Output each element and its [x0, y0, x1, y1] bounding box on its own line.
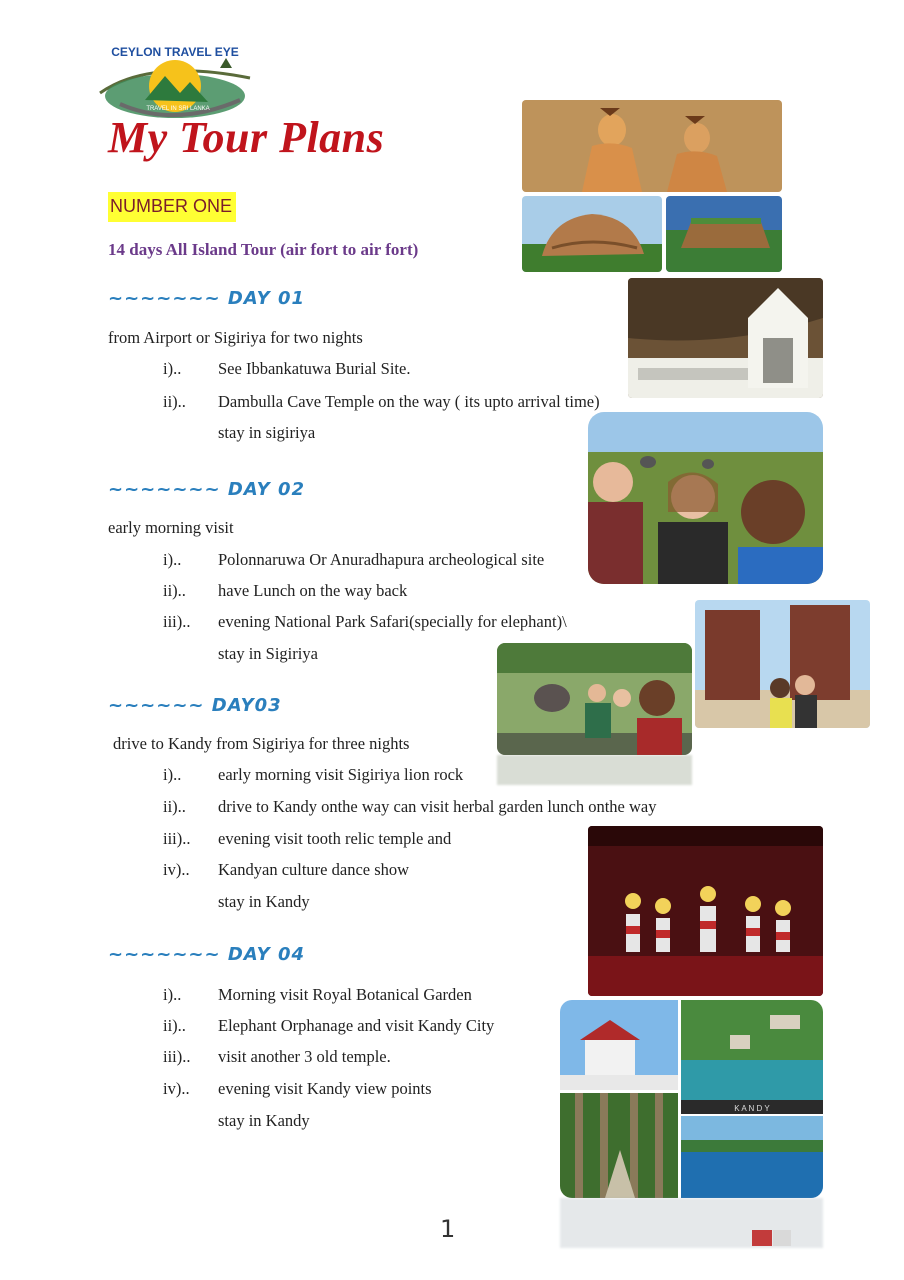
item-number: iii).. [163, 612, 191, 631]
footer-mark-red [752, 1230, 772, 1246]
day-heading-1: ~~~~~~~ DAY 01 [108, 288, 305, 309]
day-stay-4: stay in Kandy [218, 1111, 310, 1130]
item-text: Elephant Orphanage and visit Kandy City [218, 1016, 495, 1035]
day-intro-3: drive to Kandy from Sigiriya for three nights [113, 734, 410, 753]
kandy-collage-photo [560, 1000, 823, 1198]
item-number: iii).. [163, 1047, 191, 1066]
day-heading-3: ~~~~~~ DAY03 [108, 695, 282, 716]
plan-label: NUMBER ONE [108, 192, 236, 222]
item-number: iii).. [163, 829, 191, 848]
item-number: ii).. [163, 581, 186, 600]
kandy-caption: K A N D Y [734, 1104, 770, 1113]
page-number: 1 [440, 1215, 456, 1243]
sigiriya-rock-photo [522, 196, 662, 272]
item-number: i).. [163, 359, 182, 378]
logo-text: CEYLON TRAVEL EYE [111, 45, 239, 59]
item-text: evening visit Kandy view points [218, 1079, 432, 1098]
item-number: i).. [163, 765, 182, 784]
day-stay-2: stay in Sigiriya [218, 644, 318, 663]
kandyan-dance-photo [588, 826, 823, 996]
dambulla-temple-photo [628, 278, 823, 398]
item-number: ii).. [163, 392, 186, 411]
item-text: Dambulla Cave Temple on the way ( its upto arrival time) [218, 392, 600, 411]
item-text: See Ibbankatuwa Burial Site. [218, 359, 411, 378]
elephant-selfie-reflection [497, 755, 692, 785]
page-title: My Tour Plans [108, 113, 385, 162]
day-intro-1: from Airport or Sigiriya for two nights [108, 328, 363, 347]
item-number: iv).. [163, 1079, 190, 1098]
item-text: Morning visit Royal Botanical Garden [218, 985, 472, 1004]
item-text: evening National Park Safari(specially for elephant)\ [218, 612, 567, 631]
item-text: visit another 3 old temple. [218, 1047, 391, 1066]
day-heading-2: ~~~~~~~ DAY 02 [108, 479, 305, 500]
item-number: iv).. [163, 860, 190, 879]
item-text: have Lunch on the way back [218, 581, 408, 600]
day-heading-4: ~~~~~~~ DAY 04 [108, 944, 305, 965]
footer-mark-grey [773, 1230, 791, 1246]
item-number: ii).. [163, 1016, 186, 1035]
item-number: i).. [163, 550, 182, 569]
item-text: drive to Kandy onthe way can visit herbal garden lunch onthe way [218, 797, 657, 816]
day-intro-2: early morning visit [108, 518, 234, 537]
day-stay-1: stay in sigiriya [218, 423, 316, 442]
sigiriya-fresco-photo [522, 100, 782, 192]
tour-subtitle: 14 days All Island Tour (air fort to air fort) [108, 240, 419, 259]
elephant-selfie-photo [497, 643, 692, 755]
item-number: i).. [163, 985, 182, 1004]
polonnaruwa-ruins-photo [695, 600, 870, 728]
item-text: Polonnaruwa Or Anuradhapura archeological site [218, 550, 545, 569]
safari-selfie-photo [588, 412, 823, 584]
sigiriya-aerial-photo [666, 196, 782, 272]
item-text: evening visit tooth relic temple and [218, 829, 452, 848]
logo-tagline: TRAVEL IN SRI LANKA [146, 106, 210, 112]
day-stay-3: stay in Kandy [218, 892, 310, 911]
item-text: Kandyan culture dance show [218, 860, 410, 879]
item-text: early morning visit Sigiriya lion rock [218, 765, 464, 784]
item-number: ii).. [163, 797, 186, 816]
